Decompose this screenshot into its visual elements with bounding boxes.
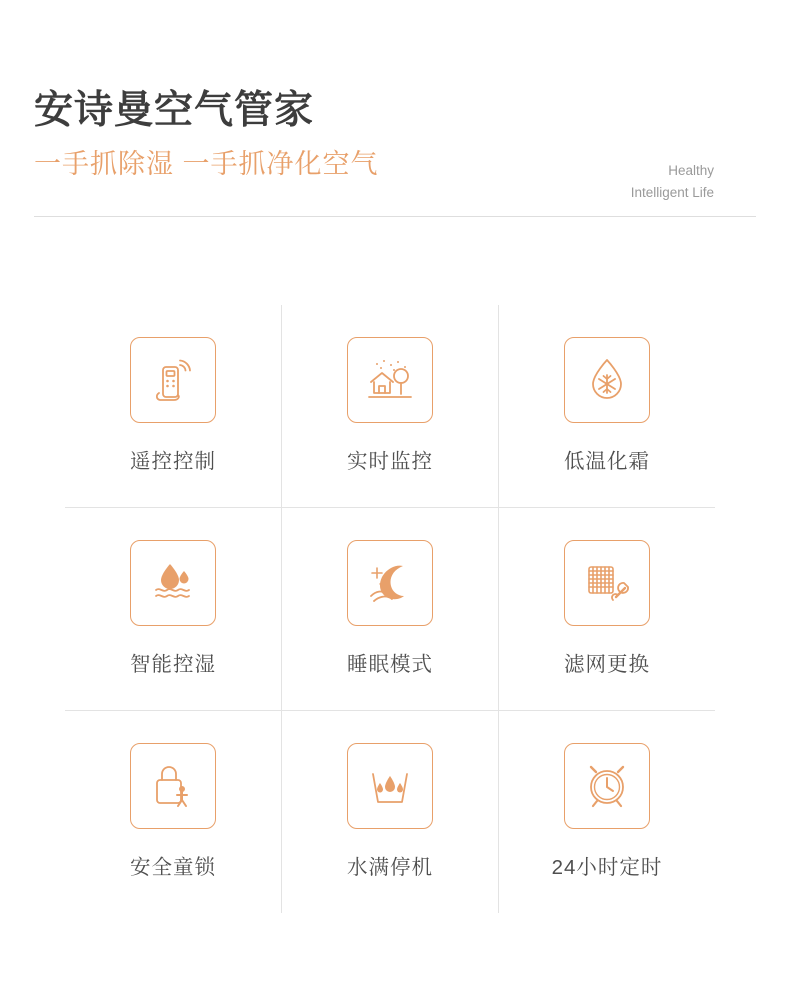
feature-cell-full-water-stop bbox=[281, 711, 498, 913]
page-subtitle: 一手抓除湿 一手抓净化空气 bbox=[34, 149, 379, 179]
feature-label: 水满停机 bbox=[347, 856, 433, 879]
feature-cell-smart-humidity bbox=[65, 508, 281, 710]
feature-label: 智能控湿 bbox=[130, 653, 216, 676]
feature-cell-low-temp-defrost bbox=[498, 305, 715, 507]
filter-replace-icon bbox=[564, 540, 650, 626]
feature-label: 安全童锁 bbox=[130, 856, 216, 879]
full-water-stop-icon bbox=[347, 743, 433, 829]
english-tagline-line-1: Healthy bbox=[668, 163, 714, 178]
feature-cell-remote-control bbox=[65, 305, 281, 507]
feature-label: 24小时定时 bbox=[551, 856, 663, 879]
child-lock-icon bbox=[130, 743, 216, 829]
feature-label: 低温化霜 bbox=[564, 450, 650, 473]
feature-row bbox=[65, 710, 715, 913]
feature-label: 实时监控 bbox=[347, 450, 433, 473]
timer-24h-icon bbox=[564, 743, 650, 829]
english-tagline-line-2: Intelligent Life bbox=[630, 185, 714, 200]
feature-row bbox=[65, 305, 715, 507]
feature-cell-sleep-mode bbox=[281, 508, 498, 710]
header-divider bbox=[34, 216, 756, 217]
english-tagline bbox=[631, 160, 714, 204]
remote-control-icon bbox=[130, 337, 216, 423]
page-title: 安诗曼空气管家 bbox=[34, 89, 315, 132]
page-header bbox=[0, 86, 790, 226]
sleep-mode-icon bbox=[347, 540, 433, 626]
feature-cell-timer-24h bbox=[498, 711, 715, 913]
feature-cell-filter-replace bbox=[498, 508, 715, 710]
feature-label: 睡眠模式 bbox=[347, 653, 433, 676]
feature-row bbox=[65, 507, 715, 710]
realtime-monitor-icon bbox=[347, 337, 433, 423]
feature-grid bbox=[65, 305, 715, 913]
feature-cell-realtime-monitor bbox=[281, 305, 498, 507]
smart-humidity-icon bbox=[130, 540, 216, 626]
feature-label: 滤网更换 bbox=[564, 653, 650, 676]
feature-label: 遥控控制 bbox=[130, 450, 216, 473]
feature-cell-child-lock bbox=[65, 711, 281, 913]
low-temp-defrost-icon bbox=[564, 337, 650, 423]
